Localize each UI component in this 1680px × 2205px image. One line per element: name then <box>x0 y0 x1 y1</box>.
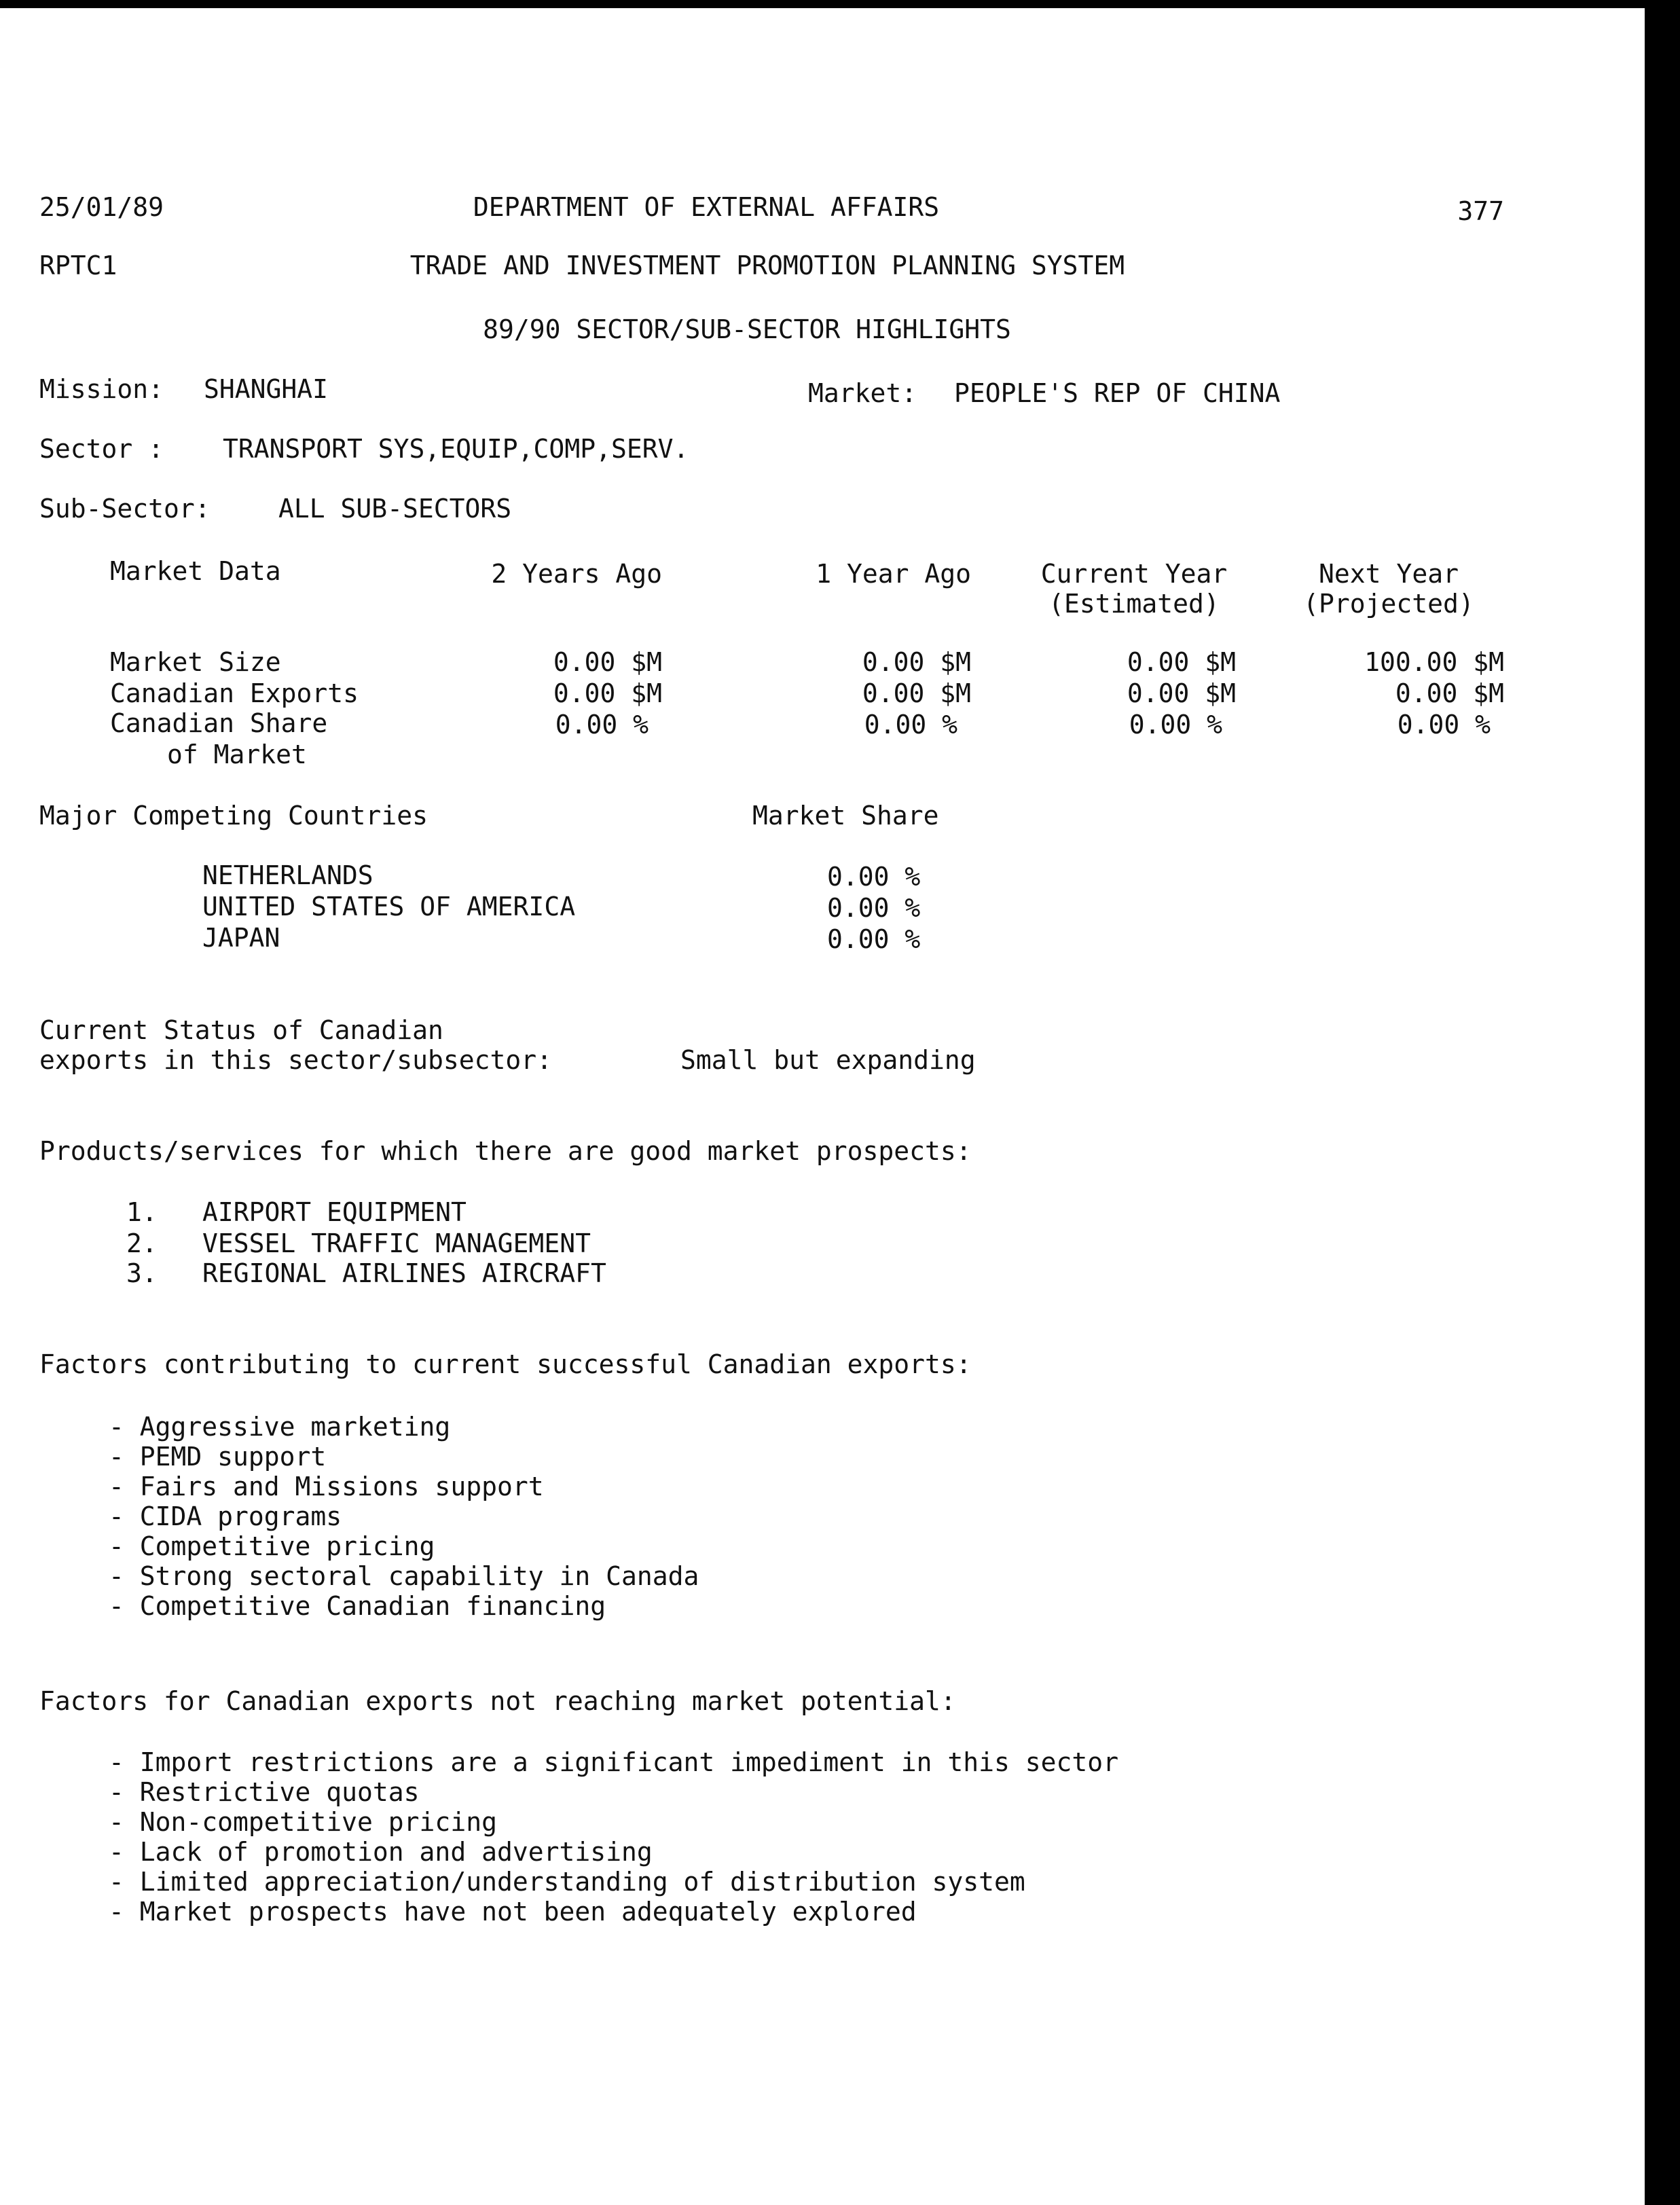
sector-value: TRANSPORT SYS,EQUIP,COMP,SERV. <box>223 434 689 464</box>
mission-value: SHANGHAI <box>204 374 329 404</box>
table-cell: 0.00 % <box>1397 710 1491 740</box>
competitor-country: UNITED STATES OF AMERICA <box>202 892 576 922</box>
scan-border-top <box>0 0 1680 8</box>
list-item: - PEMD support <box>109 1442 327 1472</box>
subsector-value: ALL SUB-SECTORS <box>278 494 512 524</box>
department-name: DEPARTMENT OF EXTERNAL AFFAIRS <box>473 192 940 222</box>
status-label-line1: Current Status of Canadian <box>39 1015 443 1045</box>
table-cell: 0.00 % <box>555 710 649 740</box>
status-label-line2: exports in this sector/subsector: <box>39 1045 552 1075</box>
col-header-2-years-ago: 2 Years Ago <box>491 559 662 589</box>
col-header-market-data: Market Data <box>110 556 281 586</box>
status-value: Small but expanding <box>680 1045 976 1075</box>
list-item: - Import restrictions are a significant impediment in this sector <box>109 1747 1119 1777</box>
list-item: - Limited appreciation/understanding of distribution system <box>109 1867 1025 1897</box>
subsector-label: Sub-Sector: <box>39 494 211 524</box>
list-item: - CIDA programs <box>109 1501 342 1531</box>
market-share-heading: Market Share <box>752 801 939 831</box>
market-value: PEOPLE'S REP OF CHINA <box>954 378 1281 408</box>
list-item: - Non-competitive pricing <box>109 1807 497 1837</box>
col-subheader-projected: (Projected) <box>1303 589 1474 619</box>
table-cell: 0.00 $M <box>862 678 971 708</box>
success-factors-heading: Factors contributing to current successful Canadian exports: <box>39 1349 972 1379</box>
table-cell: 0.00 $M <box>1395 678 1504 708</box>
list-item: - Aggressive marketing <box>109 1412 451 1442</box>
competitor-share: 0.00 % <box>827 862 921 892</box>
page-number: 377 <box>1457 196 1504 226</box>
col-subheader-estimated: (Estimated) <box>1048 589 1220 619</box>
list-item: - Competitive pricing <box>109 1531 435 1561</box>
table-cell: 0.00 % <box>864 710 957 740</box>
list-item: - Strong sectoral capability in Canada <box>109 1561 699 1591</box>
table-cell: 0.00 $M <box>862 647 971 677</box>
report-date: 25/01/89 <box>39 192 164 222</box>
table-cell: 0.00 $M <box>1127 647 1236 677</box>
market-label: Market: <box>808 378 917 408</box>
barrier-factors-heading: Factors for Canadian exports not reaching market potential: <box>39 1686 956 1716</box>
list-item: REGIONAL AIRLINES AIRCRAFT <box>202 1258 606 1288</box>
competitor-country: NETHERLANDS <box>202 860 373 890</box>
list-item-number: 1. <box>126 1197 158 1227</box>
table-cell: 0.00 $M <box>553 647 662 677</box>
list-item: VESSEL TRAFFIC MANAGEMENT <box>202 1228 591 1258</box>
row-label: Canadian Exports <box>110 678 359 708</box>
competitors-heading: Major Competing Countries <box>39 801 428 831</box>
scan-border-right <box>1645 0 1680 2205</box>
col-header-next-year: Next Year <box>1319 559 1459 589</box>
competitor-country: JAPAN <box>202 923 280 953</box>
system-name: TRADE AND INVESTMENT PROMOTION PLANNING SYSTEM <box>409 251 1125 280</box>
list-item: - Market prospects have not been adequately explored <box>109 1897 917 1927</box>
list-item-number: 3. <box>126 1258 158 1288</box>
table-cell: 100.00 $M <box>1364 647 1504 677</box>
table-cell: 0.00 % <box>1129 710 1222 740</box>
list-item: - Competitive Canadian financing <box>109 1591 606 1621</box>
row-label-continued: of Market <box>167 740 307 769</box>
competitor-share: 0.00 % <box>827 893 921 923</box>
sector-label: Sector : <box>39 434 164 464</box>
mission-label: Mission: <box>39 374 164 404</box>
col-header-1-year-ago: 1 Year Ago <box>816 559 971 589</box>
report-title: 89/90 SECTOR/SUB-SECTOR HIGHLIGHTS <box>483 314 1011 344</box>
list-item: - Lack of promotion and advertising <box>109 1837 653 1867</box>
col-header-current-year: Current Year <box>1040 559 1228 589</box>
row-label: Canadian Share <box>110 708 328 738</box>
row-label: Market Size <box>110 647 281 677</box>
list-item: - Restrictive quotas <box>109 1777 420 1807</box>
list-item-number: 2. <box>126 1228 158 1258</box>
list-item: AIRPORT EQUIPMENT <box>202 1197 467 1227</box>
table-cell: 0.00 $M <box>1127 678 1236 708</box>
prospects-heading: Products/services for which there are good market prospects: <box>39 1136 972 1166</box>
competitor-share: 0.00 % <box>827 924 921 954</box>
list-item: - Fairs and Missions support <box>109 1472 544 1501</box>
table-cell: 0.00 $M <box>553 678 662 708</box>
report-code: RPTC1 <box>39 251 117 280</box>
